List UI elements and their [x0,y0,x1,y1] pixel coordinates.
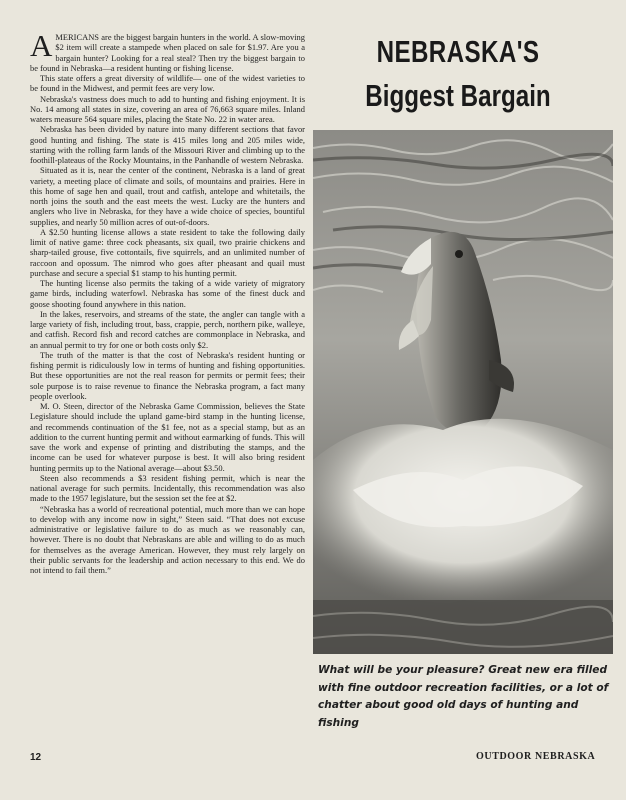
article-paragraph-6: A $2.50 hunting license allows a state resident to take the following daily limit of native game: three cock pheasants, six quail, two prairie chickens and sharp-tailed grouse, five cottontails, five squirrels, and an unlimited number of raccoon and opossum. The nimrod who goes after pheasant and quail must purchase and secure a special $1 stamp to his hunting permit. [30,226,305,278]
article-paragraph-5: Situated as it is, near the center of the continent, Nebraska is a land of great variety, a meeting place of climate and soils, of mountains and prairies. Here in this home of sage hen and quail, trout and catfish, antelope and whitetails, the north joins the south and the east meets the west. Lucky are the hunters and anglers who live in Nebraska, for they have a wide choice of species, bountiful supplies, and nearly 50 million acres of out-of-doors. [30,165,305,227]
article-paragraph-4: Nebraska has been divided by nature into many different sections that favor good hunting and fishing. The state is 415 miles long and 205 miles wide, starting with the rolling farm lands of the Missouri River and climbing up to the foothill-plateaus of the Rocky Mountains, in the Panhandle of western Nebraska. [30,124,305,165]
bass-photo-illustration [313,130,613,654]
drop-cap: A [30,32,53,63]
page-number: 12 [30,752,42,763]
photo-caption: What will be your pleasure? Great new era filled with fine outdoor recreation facilities, or a lot of chatter about good old days of hunting and fishing [318,664,609,729]
magazine-name: OUTDOOR NEBRASKA [476,751,596,762]
article-paragraph-2: This state offers a great diversity of wildlife— one of the widest varieties to be found in the Midwest, and permit fees are very low. [30,73,305,94]
article-title [347,34,569,116]
article-paragraph-8: In the lakes, reservoirs, and streams of the state, the angler can tangle with a large variety of fish, including trout, bass, crappie, perch, northern pike, walleye, and catfish. Record fish and record catches are commonplace in Nebraska, and an annual permit to try for one or both costs only $2. [30,308,305,350]
article-paragraph-10: M. O. Steen, director of the Nebraska Game Commission, believes the State Legislature should include the upland game-bird stamp in the hunting license, and recommends continuation of the $1 fee, not as a special stamp, but as an addition to the current hunting permit and without earmarking of funds. This will save the work and expense of printing and distributing the stamps, and the income can be used for whatever purpose is best. It will also bring resident hunting permits up to the National average—about $3.50. [30,401,305,473]
article-paragraph-7: The hunting license also permits the taking of a wide variety of migratory game birds, including waterfowl. Nebraska has some of the finest duck and goose shooting found anywhere in this nation. [30,278,305,309]
article-paragraph-3: Nebraska's vastness does much to add to hunting and fishing enjoyment. It is No. 14 among all states in size, covering an area of 76,663 square miles. Inland waters measure 564 square miles, placing the State No. 22 in water area. [30,93,305,124]
title-line-2: Biggest Bargain [365,78,551,113]
article-paragraph-1: AMERICANS are the biggest bargain hunters in the world. A slow-moving $2 item will create a stampede when placed on sale for $1.97. Are you a bargain hunter? Looking for a real steal? Then try the biggest bargain to be found in Nebraska—a resident hunting or fishing license. [30,32,305,73]
article-paragraph-12: “Nebraska has a world of recreational potential, much more than we can hope to develop with any income now in sight,” Steen said. “That does not excuse administrative or legislative failure to do as much as we reasonably can, however. There is no doubt that Nebraskans are able and willing to do as much for themselves as the average American. However, they must rely largely on their public servants for the leadership and action necessary to this end. We do not intend to fail them.” [30,503,305,575]
article-body [30,32,305,744]
article-paragraph-9: The truth of the matter is that the cost of Nebraska's resident hunting or fishing permit is ridiculously low in terms of hunting and fishing opportunities. But these opportunities are not the real reason for permits or permit fees; their sole purpose is to raise revenue to finance the Nebraska program, a fact many people overlook. [30,349,305,401]
bass-photo [313,130,613,654]
title-line-1: NEBRASKA'S [376,34,540,69]
article-paragraph-11: Steen also recommends a $3 resident fishing permit, which is near the national average for such permits. Incidentally, this recommendation was also made to the 1957 legislature, but the session set the fee at $2. [30,472,305,504]
